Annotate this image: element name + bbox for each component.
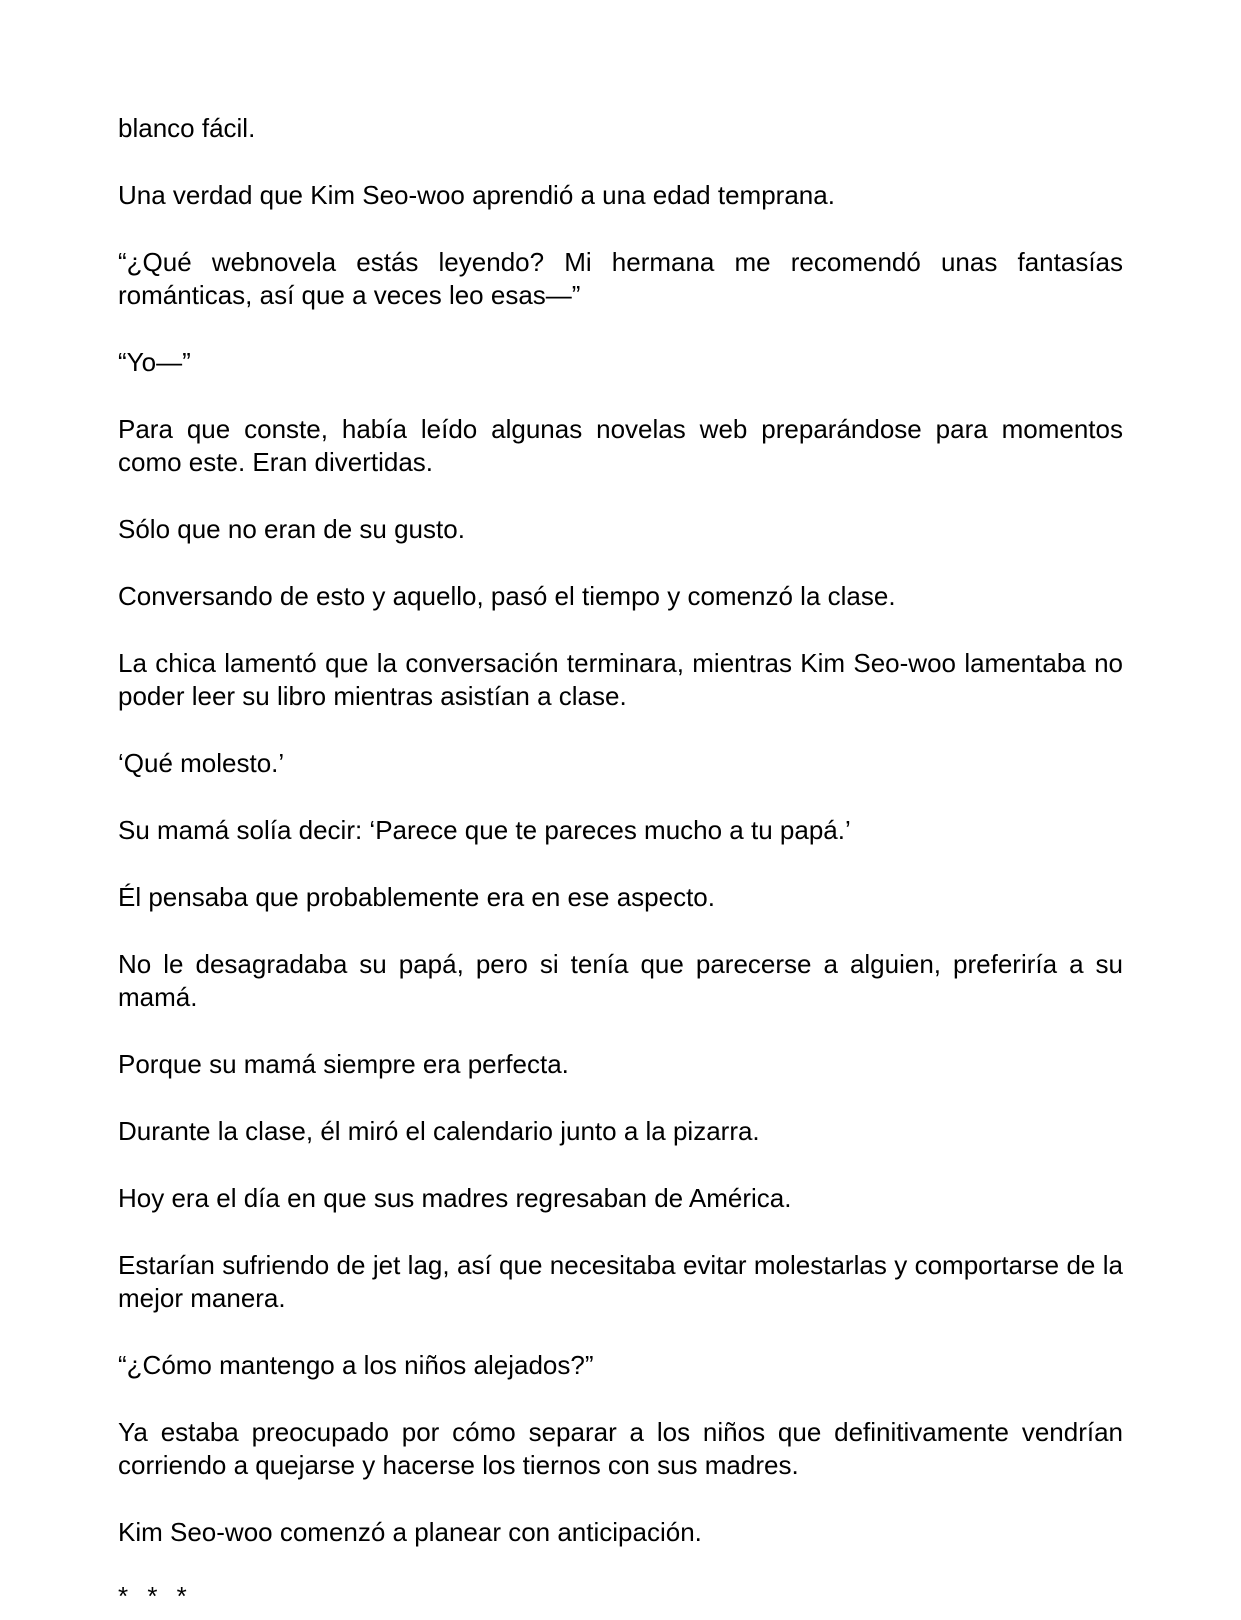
paragraph: “¿Cómo mantengo a los niños alejados?” bbox=[118, 1350, 594, 1380]
paragraph: Conversando de esto y aquello, pasó el tiempo y comenzó la clase. bbox=[118, 581, 896, 611]
paragraph: blanco fácil. bbox=[118, 113, 256, 143]
paragraph: Porque su mamá siempre era perfecta. bbox=[118, 1049, 569, 1079]
paragraph: Él pensaba que probablemente era en ese aspecto. bbox=[118, 882, 715, 912]
paragraph: Ya estaba preocupado por cómo separar a los niños que definitivamente vendrían corriendo a quejarse y hacerse los tiernos con sus madres. bbox=[118, 1417, 1123, 1480]
paragraph: Hoy era el día en que sus madres regresaban de América. bbox=[118, 1183, 792, 1213]
paragraph: Una verdad que Kim Seo-woo aprendió a una edad temprana. bbox=[118, 180, 835, 210]
document-page bbox=[118, 112, 1123, 1609]
paragraph: No le desagradaba su papá, pero si tenía que parecerse a alguien, preferiría a su mamá. bbox=[118, 949, 1123, 1012]
paragraph: Sólo que no eran de su gusto. bbox=[118, 514, 465, 544]
paragraph: ‘Qué molesto.’ bbox=[118, 748, 285, 778]
paragraph: Durante la clase, él miró el calendario junto a la pizarra. bbox=[118, 1116, 760, 1146]
paragraph: La chica lamentó que la conversación terminara, mientras Kim Seo-woo lamentaba no poder leer su libro mientras asistían a clase. bbox=[118, 648, 1123, 711]
paragraph: Su mamá solía decir: ‘Parece que te pareces mucho a tu papá.’ bbox=[118, 815, 851, 845]
paragraph: Para que conste, había leído algunas novelas web preparándose para momentos como este. Eran divertidas. bbox=[118, 414, 1123, 477]
paragraph: “Yo—” bbox=[118, 347, 191, 377]
scene-separator: * * * bbox=[118, 1581, 193, 1611]
paragraph: Kim Seo-woo comenzó a planear con anticipación. bbox=[118, 1517, 702, 1547]
paragraph: Estarían sufriendo de jet lag, así que necesitaba evitar molestarlas y comportarse de la mejor manera. bbox=[118, 1250, 1123, 1313]
paragraph: “¿Qué webnovela estás leyendo? Mi hermana me recomendó unas fantasías románticas, así que a veces leo esas—” bbox=[118, 247, 1123, 310]
